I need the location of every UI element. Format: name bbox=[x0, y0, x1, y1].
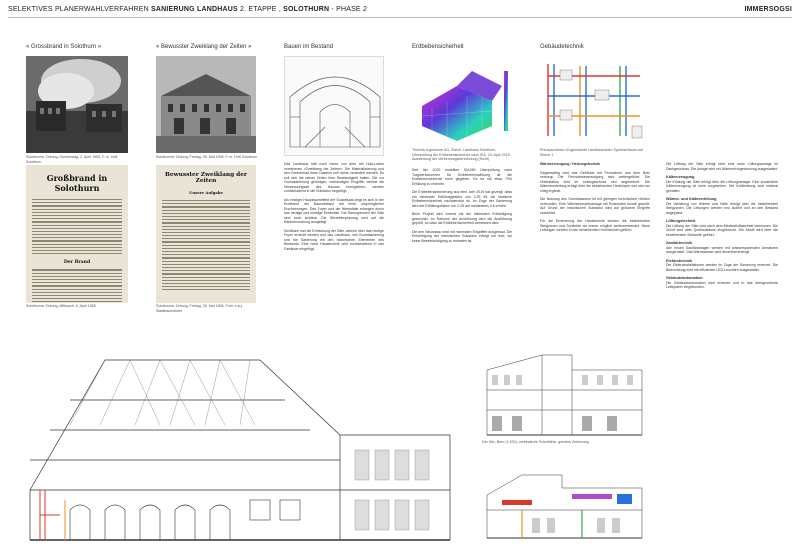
newspaper-text-lines-3 bbox=[156, 195, 256, 295]
gebaeudetechnik-text: Wärmeerzeugung / Heizungstechnik Gegenwärtig wird das Gebäude mit Fernwärme aus dem Netz versorgt. Die Fernwärmeversorgung wird weitergeführt. Die Unterstation wird im Untergeschoss neu angeordnet. Die Wärmeverteilung erfolgt über die bestehenden Heizkörper und wird wo nötig ergänzt. Die Nutzung des Grundwassers ist mit geringen technischen Hürden verbunden. Eine Wärmepumpenanlage mit Erdsonden wurde geprüft. Auf Grund der historischen Substanz wird auf grössere Eingriffe verzichtet. Für die Erneuerung der Haustechnik werden die bestehenden Steigzonen und Schächte wo immer möglich weiterverwendet. Neue Leitungen werden in den bestehenden Hohlräumen geführt. bbox=[540, 162, 650, 232]
column-title-4: Erdbebensicherheit bbox=[412, 44, 464, 50]
bauen-im-bestand-text: Das Landhaus hält noch heute von dem mit Holz-Laden versehenen «Zweiklang der Zeiten»: Die Materialisierung und den Rauminhalt Ihres Daseins soll nichts verändert werden. Es soll sich die reinen Zeiten ihrer Beständigkeit halten. Die zur Grundsanierung gehörigen, notwendigen Eingriffe, welche die Verwendungsart des Hauses ermöglichen, werden zurückhaltend in die Substanz eingefügt. Als einziger Hauptraumeffekt der Sockelsaal zeigt es sich in der Erdebene der Bausubstanz mit ihren ursprünglichen Erscheinungen. Das Foyer und die Werkstätte erlangen durch das heutige und künftige Ensemble. Die Raumgrenzen der Säle sind noch sichtbar. Die Sitzreihenplanung wird auf die Rahmenordnung ausgelegt. Sichtbare und die Erfrischung der Säle, welche über das heutige Foyer erreicht werden und das Landhaus, soll Grundsanierung und die Sanierung mit den historischen Elementen des Bestands. Eine neue Haustechnik wird zurückhaltend in das Gebäude eingefügt. bbox=[284, 162, 384, 251]
vault-sketch-drawing bbox=[285, 57, 384, 156]
newspaper-headline-fire: Großbrand in Solothurn bbox=[46, 173, 108, 193]
fire-photo-caption: Solothurner Zeitung, Donnerstag, 2. April 1955, F. m. Hofl Solothurn bbox=[26, 155, 118, 164]
hvac-schema-drawing bbox=[540, 56, 648, 146]
seismic-caption: Thermik-Ingenieure AG, Zürich, Landhaus Solothurn, Überprüfung der Erdbebensicherheit nach SIA, 23. April 2019. Auswertung der Verformungsberechnung (Sicht) bbox=[412, 148, 511, 161]
column-title-1: « Grossbrand in Solothurn » bbox=[26, 44, 102, 50]
sheet-title: SELEKTIVES PLANERWAHLVERFAHREN SANIERUNG LANDHAUS 2. ETAPPE , SOLOTHURN - PHASE 2 bbox=[8, 6, 368, 13]
seismic-model-image bbox=[412, 56, 512, 146]
fire-photo-drawing bbox=[26, 56, 128, 153]
longitudinal-section-svg bbox=[10, 340, 470, 545]
newspaper-caption-zweiklang: Solothurner Zeitung, Freitag, 26. Mai 1956, Foto: e.w.j. Stadtbaumeister bbox=[156, 304, 243, 313]
newspaper-clipping-zweiklang bbox=[156, 165, 256, 303]
seismic-model-drawing bbox=[412, 56, 512, 146]
column-title-3: Bauen im Bestand bbox=[284, 44, 334, 50]
fire-photo bbox=[26, 56, 128, 153]
newspaper-text-lines-2 bbox=[26, 265, 128, 303]
newspaper-clipping-fire bbox=[26, 165, 128, 303]
newspaper-caption-fire: Solothurner Zeitung, Mittwoch, 6. April 1955 bbox=[26, 304, 96, 308]
column-title-5: Gebäudetechnik bbox=[540, 44, 584, 50]
header-rule bbox=[8, 17, 792, 18]
newspaper-subhead-zweiklang: Unsere Aufgabe bbox=[189, 190, 223, 195]
newspaper-text-lines bbox=[26, 193, 128, 260]
section-caption: Der Sitz, Bern (1:100), verbindliche Schnittlinie, gemäss Zeichnung bbox=[482, 440, 589, 444]
landhaus-photo bbox=[156, 56, 256, 153]
cross-section-small-svg bbox=[482, 350, 650, 440]
hvac-caption: Prinzipschema «Zugeordnete Landhausnetz» Speicherbaum auf Ebene 1 bbox=[540, 148, 643, 157]
newspaper-subhead-fire: Der Brand bbox=[63, 260, 91, 266]
cross-section-colored-svg bbox=[482, 470, 650, 542]
landhaus-photo-caption: Solothurner Zeitung, Freitag, 26. Mai 1956, F. m. Hofl Solothurn bbox=[156, 155, 258, 159]
column-title-2: « Bewusster Zweiklang der Zeiten » bbox=[156, 44, 252, 50]
landhaus-photo-drawing bbox=[156, 56, 256, 153]
erdbeben-text: Seit der 2020 erstellten SIA269 Überprüfung nach Tragwerksnormen für Erdbebeneinwirkung ist die Erdbebensicherheit nicht gegeben. Es ist mit etwa 70% Erfüllung zu rechnen. Die Erdbebenanforderung aus dem Jahr 2019 hat gezeigt, dass ein minimaler Erfüllungsfaktor von 0.25 für die statische Erdbebensicherheit nachweisbar ist. Im Zuge der Sanierung wird der Erfüllungsfaktor von 0.25 auf mindestens 0.6 erhöht. Beim Projekt wird vorerst mit der minimalen Ertüchtigung gerechnet. Im Rahmen der Ausführung wird die Ausführung geprüft, so dass die Erdbebensicherheit verbessert wird. Die den Neuanbau wird mit minimalen Eingriffen ausgebaut. Die Ertüchtigung der historischen Substanz erfolgt nur dort, wo keine Beeinträchtigung zu erwarten ist. bbox=[412, 168, 512, 243]
vault-sketch bbox=[284, 56, 384, 156]
hvac-schema bbox=[540, 56, 648, 146]
cross-section-colored bbox=[482, 470, 650, 542]
brand-name: IMMERSOGSI bbox=[744, 6, 792, 13]
longitudinal-section-drawing bbox=[10, 340, 470, 545]
newspaper-headline-zweiklang: Bewusster Zweiklang der Zeiten bbox=[165, 172, 247, 184]
haustechnik-details-text: Die Lüftung der Säle erfolgt über eine neue Lüftungsanlage im Dachgeschoss. Die Anlage wird mit Wärmerückgewinnung ausgestattet. Kälteerzeugung Die Kühlung der Säle erfolgt über die Lüftungsanlage. Eine zusätzliche Kälteerzeugung ist nicht vorgesehen. Die Kühlleistung wird minimal gehalten. Wärme- und Kälteverteilung Die Verteilung von Wärme und Kälte erfolgt über die bestehenden Steigzonen. Die Leitungen werden neu isoliert und an den Bestand angepasst. Lüftungstechnik Die Lüftung der Säle wird nach dem Mindestluftwechsel bemessen. Die Zuluft wird über Quellauslässe eingebracht. Die Abluft wird über die bestehenden Schächte geführt. Sanitärtechnik Alle neuen Sanitäranlagen werden mit wassersparenden Armaturen ausgerüstet. Das Warmwasser wird dezentral erzeugt. Elektrotechnik Die Elektroinstallationen werden im Zuge der Sanierung erneuert. Die Beleuchtung wird mit effizienten LED-Leuchten ausgestattet. Gebäudeautomation Die Gebäudeautomation wird erneuert und in das übergeordnete Leitsystem eingebunden. bbox=[666, 162, 778, 289]
cross-section-small bbox=[482, 350, 650, 440]
